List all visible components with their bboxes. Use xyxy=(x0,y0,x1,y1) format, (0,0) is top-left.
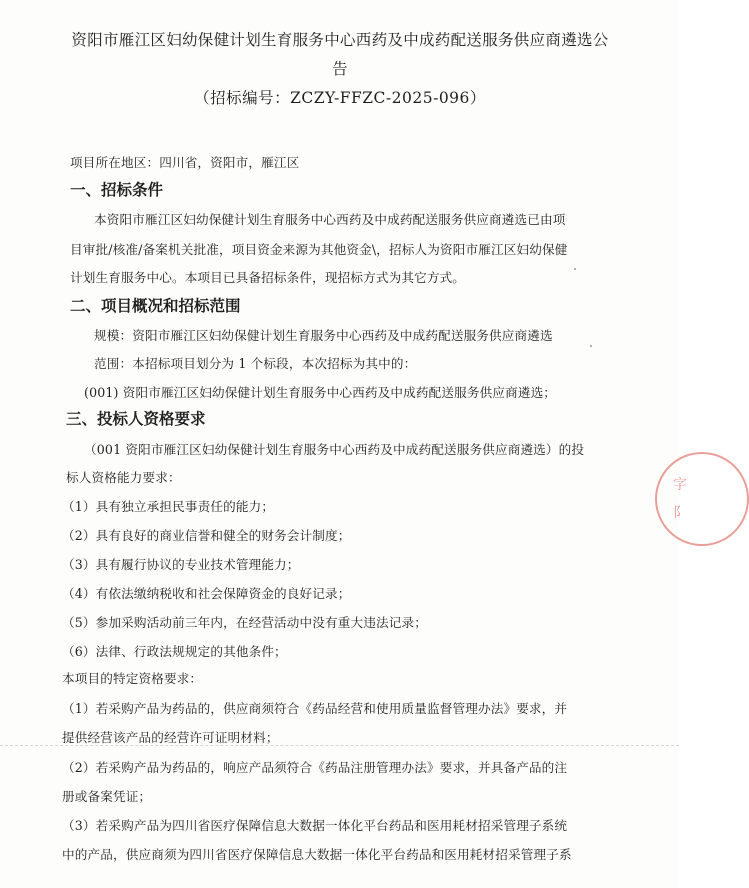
qualification-item: （6）法律、行政法规规定的其他条件； xyxy=(62,644,287,659)
special-requirement-line: （3）若采购产品为四川省医疗保障信息大数据一体化平台药品和医用耗材招采管理子系统 xyxy=(62,818,568,833)
special-requirement-line: （1）若采购产品为药品的，供应商须符合《药品经营和使用质量监督管理办法》要求，并 xyxy=(62,701,568,716)
document-title-line1: 资阳市雁江区妇幼保健计划生育服务中心西药及中成药配送服务供应商遴选公 xyxy=(71,31,609,49)
section3-intro-line: （001 资阳市雁江区妇幼保健计划生育服务中心西药及中成药配送服务供应商遴选）的投 xyxy=(84,442,585,457)
official-seal xyxy=(655,452,749,546)
section2-line: 范围：本招标项目划分为 1 个标段，本次招标为其中的： xyxy=(94,356,417,371)
qualification-item: （3）具有履行协议的专业技术管理能力； xyxy=(62,557,300,572)
special-requirement-line: 册或备案凭证； xyxy=(62,789,152,804)
section3-heading: 三、投标人资格要求 xyxy=(66,410,206,428)
project-location: 项目所在地区：四川省，资阳市，雁江区 xyxy=(70,155,300,170)
qualification-item: （5）参加采购活动前三年内，在经营活动中没有重大违法记录； xyxy=(62,615,427,630)
scan-speck xyxy=(574,268,576,270)
special-requirements-heading: 本项目的特定资格要求： xyxy=(62,671,203,686)
tender-number: （招标编号：ZCZY-FFZC-2025-096） xyxy=(194,89,486,107)
special-requirement-line: 提供经营该产品的经营许可证明材料； xyxy=(62,730,279,745)
section1-line: 目审批/核准/备案机关批准，项目资金来源为其他资金\，招标人为资阳市雁江区妇幼保健 xyxy=(70,242,568,257)
seal-text: 字 xyxy=(673,477,687,493)
qualification-item: （1）具有独立承担民事责任的能力； xyxy=(62,499,275,514)
special-requirement-line: 中的产品，供应商须为四川省医疗保障信息大数据一体化平台药品和医用耗材招采管理子系 xyxy=(62,847,572,862)
section2-line: (001) 资阳市雁江区妇幼保健计划生育服务中心西药及中成药配送服务供应商遴选； xyxy=(84,385,557,400)
section1-heading: 一、招标条件 xyxy=(70,181,164,199)
section1-line: 本资阳市雁江区妇幼保健计划生育服务中心西药及中成药配送服务供应商遴选已由项 xyxy=(94,212,566,227)
document-title-line2: 告 xyxy=(332,60,348,78)
special-requirement-line: （2）若采购产品为药品的，响应产品须符合《药品注册管理办法》要求，并具备产品的注 xyxy=(62,760,568,775)
section3-intro-line: 标人资格能力要求： xyxy=(66,470,181,485)
qualification-item: （2）具有良好的商业信誉和健全的财务会计制度； xyxy=(62,528,351,543)
section2-heading: 二、项目概况和招标范围 xyxy=(70,297,241,315)
qualification-item: （4）有依法缴纳税收和社会保障资金的良好记录； xyxy=(62,586,351,601)
page-fold-line xyxy=(0,745,679,746)
scan-speck xyxy=(590,345,592,347)
section2-line: 规模：资阳市雁江区妇幼保健计划生育服务中心西药及中成药配送服务供应商遴选 xyxy=(94,328,553,343)
section1-line: 计划生育服务中心。本项目已具备招标条件，现招标方式为其它方式。 xyxy=(70,270,466,285)
seal-text: 阝 xyxy=(673,505,687,521)
